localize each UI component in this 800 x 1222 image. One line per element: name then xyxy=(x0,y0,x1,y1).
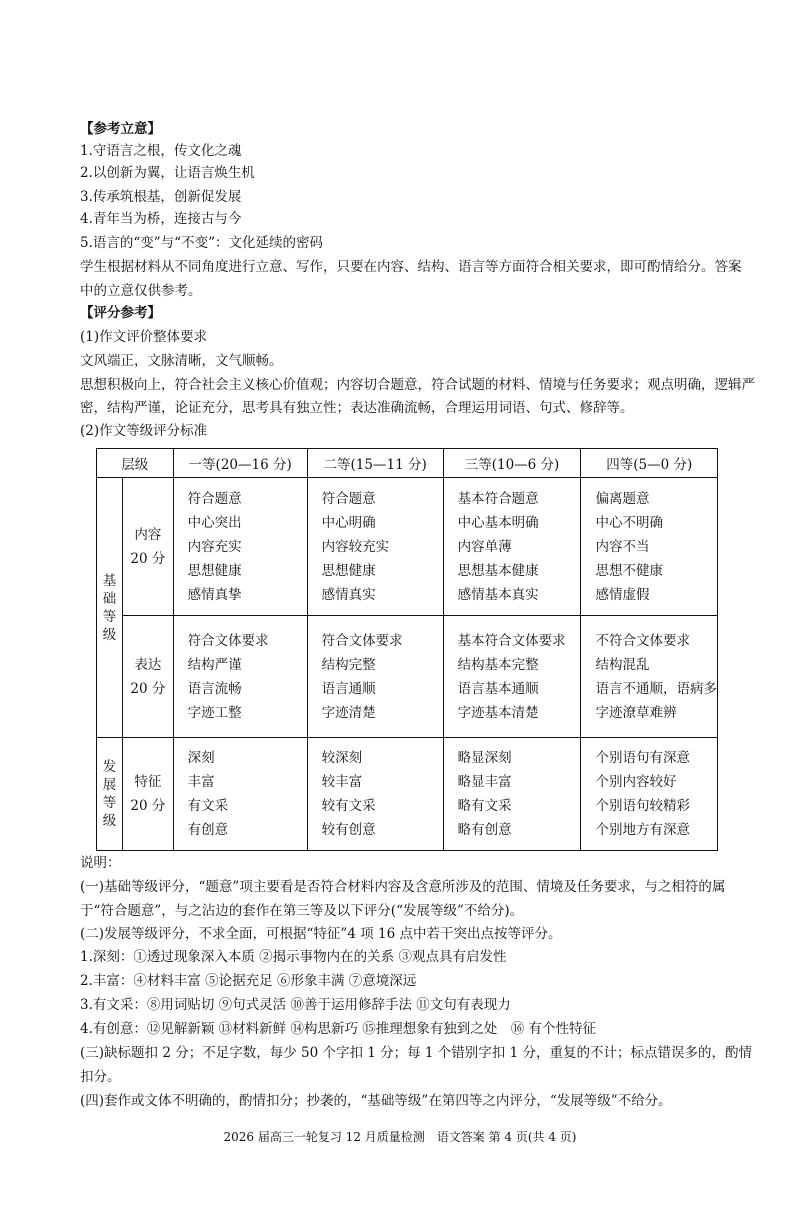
grade-cell: 符合题意 中心明确 内容较充实 思想健康 感情真实 xyxy=(307,478,443,616)
note-text: 于“符合题意”，与之沾边的套作在第三等及以下评分(“发展等级”不给分)。 xyxy=(80,903,524,919)
grading-table xyxy=(96,448,718,851)
intent-item: 1.守语言之根，传文化之魂 xyxy=(80,143,242,159)
intent-item: 2.以创新为翼，让语言焕生机 xyxy=(80,165,255,181)
feature-detail: 4.有创意：⑫见解新颖 ⑬材料新鲜 ⑭构思新巧 ⑮推理想象有独到之处 ⑯ 有个性特征 xyxy=(80,1021,597,1037)
feature-detail: 2.丰富：④材料丰富 ⑤论据充足 ⑥形象丰满 ⑦意境深远 xyxy=(80,973,417,989)
intent-note: 中的立意仅供参考。 xyxy=(80,283,202,299)
grade-cell: 较深刻 较丰富 较有文采 较有创意 xyxy=(307,738,443,851)
intent-item: 5.语言的“变”与“不变”：文化延续的密码 xyxy=(80,235,323,251)
page-footer: 2026 届高三一轮复习 12 月质量检测 语文答案 第 4 页(共 4 页) xyxy=(223,1130,577,1144)
sub-item-label: 特征 20 分 xyxy=(123,738,174,851)
scoring-text: 思想积极向上，符合社会主义核心价值观；内容切合题意，符合试题的材料、情境与任务要求；观点明确，逻辑严 xyxy=(80,377,755,393)
grade-cell: 基本符合文体要求 结构基本完整 语言基本通顺 字迹基本清楚 xyxy=(443,616,581,738)
grade-cell: 偏离题意 中心不明确 内容不当 思想不健康 感情虚假 xyxy=(581,478,718,616)
grade-cell: 符合文体要求 结构完整 语言通顺 字迹清楚 xyxy=(307,616,443,738)
table-row xyxy=(97,478,718,616)
table-header-cell: 一等(20—16 分) xyxy=(173,449,307,478)
grade-cell: 符合文体要求 结构严谨 语言流畅 字迹工整 xyxy=(173,616,307,738)
grade-cell: 个别语句有深意 个别内容较好 个别语句较精彩 个别地方有深意 xyxy=(581,738,718,851)
table-header-cell: 二等(15—11 分) xyxy=(307,449,443,478)
feature-detail: 1.深刻：①透过现象深入本质 ②揭示事物内在的关系 ③观点具有启发性 xyxy=(80,949,507,965)
grade-cell: 不符合文体要求 结构混乱 语言不通顺，语病多 字迹潦草难辨 xyxy=(581,616,718,738)
note-text: (三)缺标题扣 2 分；不足字数，每少 50 个字扣 1 分；每 1 个错别字扣 1 分，重复的不计；标点错误多的，酌情 xyxy=(80,1045,752,1061)
grade-cell: 略显深刻 略显丰富 略有文采 略有创意 xyxy=(443,738,581,851)
sub-item-label: 表达 20 分 xyxy=(123,616,174,738)
intent-item: 4.青年当为桥，连接古与今 xyxy=(80,211,242,227)
table-row xyxy=(97,616,718,738)
table-header-cell: 四等(5—0 分) xyxy=(581,449,718,478)
scoring-part2-title: (2)作文等级评分标准 xyxy=(80,423,208,439)
table-header-cell: 三等(10—6 分) xyxy=(443,449,581,478)
basic-level-label: 基 础 等 级 xyxy=(97,478,123,738)
scoring-text: 密，结构严谨，论证充分，思考具有独立性；表达准确流畅，合理运用词语、句式、修辞等。 xyxy=(80,400,634,416)
ref-intent-heading: 【参考立意】 xyxy=(80,121,161,137)
intent-note: 学生根据材料从不同角度进行立意、写作，只要在内容、结构、语言等方面符合相关要求，即可酌情给分。答案 xyxy=(80,259,742,275)
note-text: (四)套作或文体不明确的，酌情扣分；抄袭的，“基础等级”在第四等之内评分，“发展等级”不给分。 xyxy=(80,1093,672,1109)
dev-level-label: 发 展 等 级 xyxy=(97,738,123,851)
table-row xyxy=(97,738,718,851)
note-text: (二)发展等级评分，不求全面，可根据“特征”4 项 16 点中若干突出点按等评分。 xyxy=(80,926,562,942)
note-text: 扣分。 xyxy=(80,1069,121,1085)
note-text: (一)基础等级评分，“题意”项主要看是否符合材料内容及含意所涉及的范围、情境及任务要求，与之相符的属 xyxy=(80,879,726,895)
grade-cell: 深刻 丰富 有文采 有创意 xyxy=(173,738,307,851)
sub-item-label: 内容 20 分 xyxy=(123,478,174,616)
grade-cell: 基本符合题意 中心基本明确 内容单薄 思想基本健康 感情基本真实 xyxy=(443,478,581,616)
scoring-heading: 【评分参考】 xyxy=(80,305,161,321)
intent-item: 3.传承筑根基，创新促发展 xyxy=(80,189,242,205)
grade-cell: 符合题意 中心突出 内容充实 思想健康 感情真挚 xyxy=(173,478,307,616)
notes-title: 说明： xyxy=(80,855,121,871)
feature-detail: 3.有文采：⑧用词贴切 ⑨句式灵活 ⑩善于运用修辞手法 ⑪文句有表现力 xyxy=(80,997,511,1013)
table-header-cell: 层级 xyxy=(97,449,174,478)
scoring-part1-title: (1)作文评价整体要求 xyxy=(80,329,208,345)
table-header-row xyxy=(97,449,718,478)
scoring-text: 文风端正，文脉清晰，文气顺畅。 xyxy=(80,353,283,369)
